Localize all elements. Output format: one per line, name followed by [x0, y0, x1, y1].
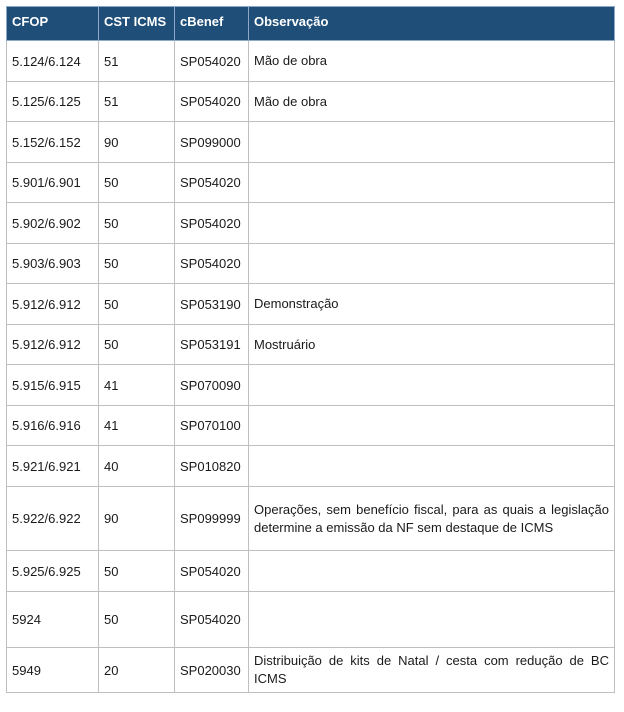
- cell-cbenef: SP099000: [175, 122, 249, 163]
- cell-cst-icms: 50: [99, 325, 175, 365]
- cell-cst-icms: 41: [99, 365, 175, 406]
- table-row: [7, 446, 615, 487]
- table-header: [7, 7, 615, 41]
- cell-cst-icms: 51: [99, 82, 175, 122]
- cell-cbenef: SP099999: [175, 487, 249, 551]
- table-row: [7, 163, 615, 203]
- cell-cst-icms: 50: [99, 284, 175, 325]
- cell-observacao: [249, 551, 615, 592]
- cell-cfop: 5.903/6.903: [7, 244, 99, 284]
- cell-observacao: Mão de obra: [249, 41, 615, 82]
- cell-cfop: 5949: [7, 648, 99, 693]
- cell-cbenef: SP010820: [175, 446, 249, 487]
- cell-cfop: 5.912/6.912: [7, 284, 99, 325]
- cell-observacao: [249, 446, 615, 487]
- cell-observacao: [249, 365, 615, 406]
- table-row: [7, 592, 615, 648]
- cell-cst-icms: 50: [99, 203, 175, 244]
- table-row: [7, 82, 615, 122]
- table-row: [7, 406, 615, 446]
- cell-cfop: 5.912/6.912: [7, 325, 99, 365]
- cell-cbenef: SP054020: [175, 163, 249, 203]
- cell-cbenef: SP054020: [175, 551, 249, 592]
- cell-observacao: Demonstração: [249, 284, 615, 325]
- cell-cbenef: SP070100: [175, 406, 249, 446]
- cell-cfop: 5.915/6.915: [7, 365, 99, 406]
- cell-cfop: 5.916/6.916: [7, 406, 99, 446]
- header-cst-icms: CST ICMS: [99, 7, 175, 41]
- cell-cfop: 5.124/6.124: [7, 41, 99, 82]
- cell-cst-icms: 50: [99, 592, 175, 648]
- cell-observacao: [249, 406, 615, 446]
- table-row: [7, 551, 615, 592]
- cell-cst-icms: 90: [99, 487, 175, 551]
- cell-cfop: 5.902/6.902: [7, 203, 99, 244]
- table-row: [7, 284, 615, 325]
- cell-cbenef: SP053190: [175, 284, 249, 325]
- table-row: [7, 122, 615, 163]
- cell-observacao: [249, 122, 615, 163]
- cell-cst-icms: 51: [99, 41, 175, 82]
- cell-observacao: Mostruário: [249, 325, 615, 365]
- cell-cfop: 5.922/6.922: [7, 487, 99, 551]
- table-row: [7, 41, 615, 82]
- cell-observacao: [249, 244, 615, 284]
- cell-cbenef: SP054020: [175, 244, 249, 284]
- table-row: [7, 325, 615, 365]
- cell-observacao: [249, 163, 615, 203]
- cell-cbenef: SP054020: [175, 41, 249, 82]
- cell-cfop: 5.125/6.125: [7, 82, 99, 122]
- cell-cst-icms: 50: [99, 244, 175, 284]
- cell-observacao: Operações, sem benefício fiscal, para as quais a legislação determine a emissão da NF sem destaque de ICMS: [249, 487, 615, 551]
- cell-cst-icms: 40: [99, 446, 175, 487]
- table-row: [7, 365, 615, 406]
- table-wrapper: [6, 6, 615, 693]
- header-observacao: Observação: [249, 7, 615, 41]
- table-row: [7, 648, 615, 693]
- cell-observacao: [249, 203, 615, 244]
- header-cbenef: cBenef: [175, 7, 249, 41]
- cell-cst-icms: 41: [99, 406, 175, 446]
- table-row: [7, 244, 615, 284]
- cell-cst-icms: 50: [99, 551, 175, 592]
- cell-cbenef: SP054020: [175, 203, 249, 244]
- cell-cst-icms: 90: [99, 122, 175, 163]
- cell-cfop: 5.901/6.901: [7, 163, 99, 203]
- cell-cfop: 5924: [7, 592, 99, 648]
- cell-observacao: Distribuição de kits de Natal / cesta com redução de BC ICMS: [249, 648, 615, 693]
- cell-cbenef: SP053191: [175, 325, 249, 365]
- table-row: [7, 487, 615, 551]
- table-row: [7, 203, 615, 244]
- cell-cbenef: SP054020: [175, 82, 249, 122]
- cell-cfop: 5.925/6.925: [7, 551, 99, 592]
- cell-observacao: [249, 592, 615, 648]
- cell-cbenef: SP020030: [175, 648, 249, 693]
- cell-cbenef: SP054020: [175, 592, 249, 648]
- cell-cst-icms: 20: [99, 648, 175, 693]
- cell-cfop: 5.152/6.152: [7, 122, 99, 163]
- cfop-table: [6, 6, 615, 693]
- cell-observacao: Mão de obra: [249, 82, 615, 122]
- header-cfop: CFOP: [7, 7, 99, 41]
- cell-cst-icms: 50: [99, 163, 175, 203]
- table-body: [7, 41, 615, 693]
- cell-cfop: 5.921/6.921: [7, 446, 99, 487]
- cell-cbenef: SP070090: [175, 365, 249, 406]
- header-row: [7, 7, 615, 41]
